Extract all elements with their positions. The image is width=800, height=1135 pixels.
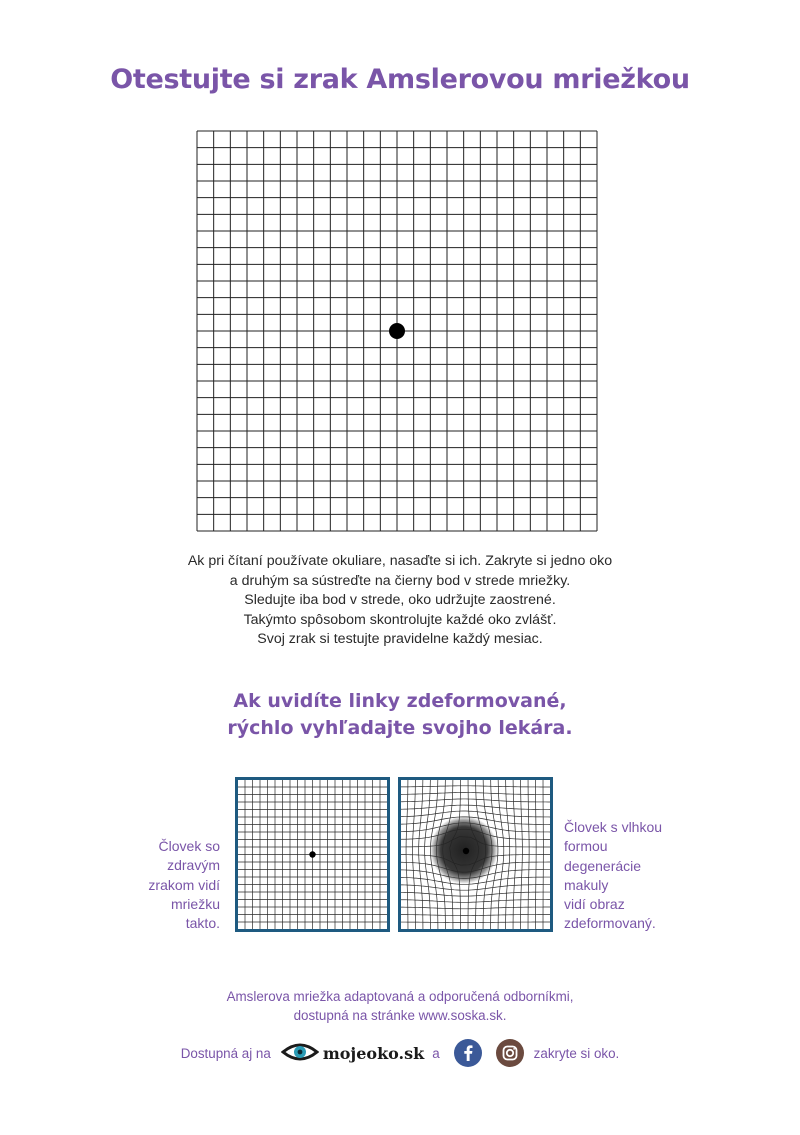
fixation-dot <box>309 851 315 857</box>
caption-line: degenerácie <box>564 857 642 874</box>
caption-line: Človek so <box>158 838 220 854</box>
instruction-line: Takýmto spôsobom skontrolujte každé oko zvlášť. <box>243 611 557 628</box>
distorted-vision-grid <box>398 777 553 932</box>
eye-icon[interactable] <box>281 1040 319 1067</box>
footer-prefix: Dostupná aj na <box>180 1045 271 1061</box>
healthy-vision-grid <box>235 777 390 932</box>
footer-suffix: zakryte si oko. <box>533 1045 620 1061</box>
amsler-grid <box>196 130 598 532</box>
caption-line: formou <box>564 838 608 855</box>
warning-line: Ak uvidíte linky zdeformované, <box>233 690 567 712</box>
warning-line: rýchlo vyhľadajte svojho lekára. <box>227 717 573 739</box>
instruction-line: Sledujte iba bod v strede, oko udržujte zaostrené. <box>244 592 556 608</box>
caption-line: zdravým <box>167 857 220 874</box>
caption-amd <box>564 818 704 934</box>
instructions <box>100 552 700 650</box>
warning-heading <box>0 688 800 742</box>
credit-text <box>0 988 800 1025</box>
instruction-line: Ak pri čítaní používate okuliare, nasaďte si ich. Zakryte si jedno oko <box>187 553 613 569</box>
caption-line: makuly <box>564 876 609 893</box>
page-title: Otestujte si zrak Amslerovou mriežkou <box>110 64 690 95</box>
fixation-dot <box>389 323 405 339</box>
footer <box>0 1038 800 1068</box>
footer-conjunction: a <box>432 1045 440 1061</box>
fixation-dot <box>463 848 469 854</box>
caption-line: vidí obraz <box>564 896 625 913</box>
caption-line: takto. <box>185 915 220 932</box>
brand-logo-text[interactable]: mojeoko.sk <box>322 1043 425 1063</box>
caption-line: Človek s vlhkou <box>564 819 663 835</box>
credit-line: dostupná na stránke www.soska.sk. <box>293 1007 507 1023</box>
credit-line: Amslerova mriežka adaptovaná a odporučená odborníkmi, <box>226 989 574 1004</box>
caption-line: zrakom vidí <box>148 876 220 893</box>
caption-line: zdeformovaný. <box>564 915 656 932</box>
facebook-icon[interactable] <box>454 1039 482 1067</box>
caption-line: mriežku <box>170 895 220 912</box>
caption-healthy <box>100 837 220 933</box>
instruction-line: Svoj zrak si testujte pravidelne každý mesiac. <box>257 631 543 647</box>
instruction-line: a druhým sa sústreďte na čierny bod v strede mriežky. <box>229 572 571 589</box>
instagram-icon[interactable] <box>496 1039 524 1067</box>
